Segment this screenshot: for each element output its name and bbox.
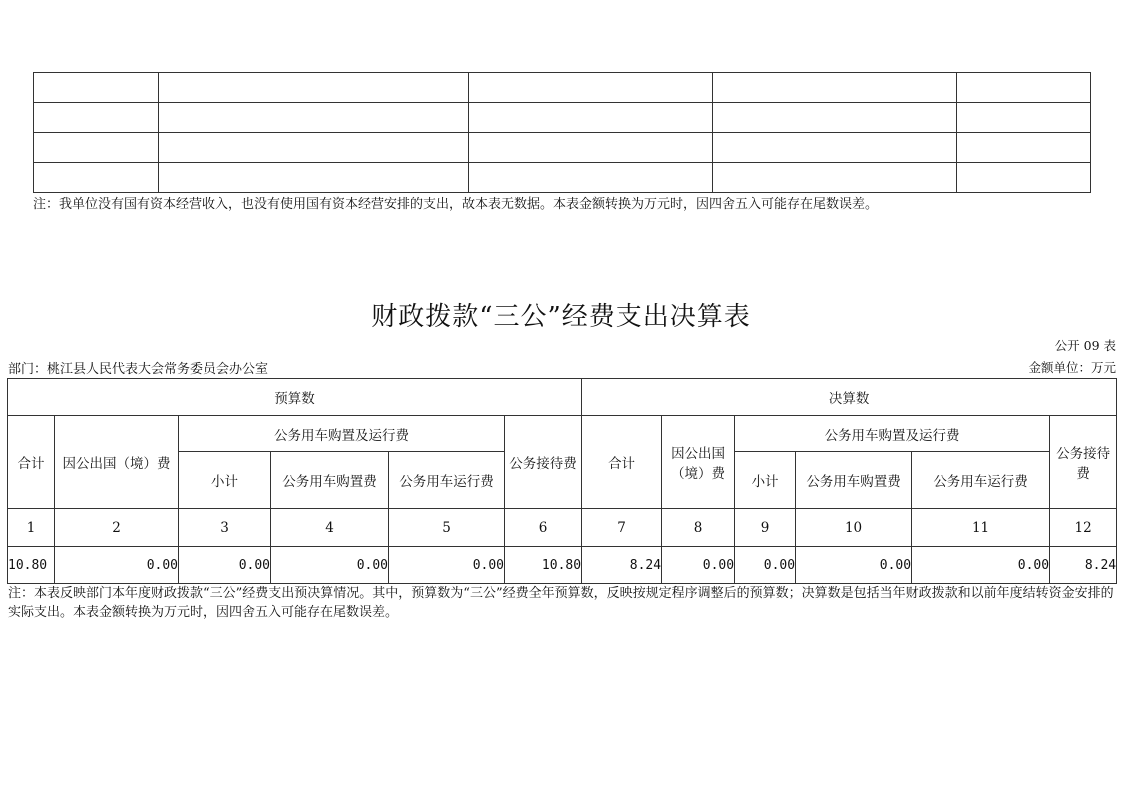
three-public-expenses-table <box>7 378 1117 584</box>
value-cell: 10.80 <box>8 547 55 584</box>
value-cell: 10.80 <box>505 547 582 584</box>
header-budget-subtotal: 小计 <box>179 452 271 509</box>
empty-capital-table <box>33 72 1091 193</box>
header-final-abroad-line1: 因公出国 <box>671 446 726 462</box>
col-number: 9 <box>735 509 796 547</box>
col-number: 1 <box>8 509 55 547</box>
col-number: 5 <box>389 509 505 547</box>
header-final-reception-line2: 费 <box>1076 466 1090 482</box>
table-row <box>8 379 1117 416</box>
table-row <box>8 509 1117 547</box>
table-row <box>34 163 1091 193</box>
value-cell: 0.00 <box>662 547 735 584</box>
col-number: 11 <box>912 509 1050 547</box>
header-budget: 预算数 <box>8 379 582 416</box>
header-budget-abroad: 因公出国（境）费 <box>55 416 179 509</box>
header-budget-vehicle: 公务用车购置及运行费 <box>179 416 505 452</box>
value-cell: 0.00 <box>796 547 912 584</box>
col-number: 3 <box>179 509 271 547</box>
value-cell: 8.24 <box>582 547 662 584</box>
top-note: 注：我单位没有国有资本经营收入，也没有使用国有资本经营安排的支出，故本表无数据。本表金额转换为万元时，因四舍五入可能存在尾数误差。 <box>33 197 879 212</box>
col-number: 4 <box>271 509 389 547</box>
page-title: 财政拨款“三公”经费支出决算表 <box>371 302 751 332</box>
table-row <box>34 73 1091 103</box>
col-number: 2 <box>55 509 179 547</box>
value-cell: 8.24 <box>1050 547 1117 584</box>
header-budget-total: 合计 <box>8 416 55 509</box>
col-number: 6 <box>505 509 582 547</box>
table-row <box>34 133 1091 163</box>
header-final-vehicle: 公务用车购置及运行费 <box>735 416 1050 452</box>
header-budget-operation: 公务用车运行费 <box>389 452 505 509</box>
amount-unit-label: 金额单位：万元 <box>1028 360 1116 375</box>
table-row <box>8 416 1117 452</box>
value-cell: 0.00 <box>271 547 389 584</box>
col-number: 8 <box>662 509 735 547</box>
header-final-operation: 公务用车运行费 <box>912 452 1050 509</box>
department-label: 部门：桃江县人民代表大会常务委员会办公室 <box>8 362 269 377</box>
value-cell: 0.00 <box>912 547 1050 584</box>
header-final-abroad <box>662 416 735 509</box>
header-budget-purchase: 公务用车购置费 <box>271 452 389 509</box>
col-number: 10 <box>796 509 912 547</box>
bottom-note: 注：本表反映部门本年度财政拨款“三公”经费支出预决算情况。其中，预算数为“三公”经费全年预算数，反映按规定程序调整后的预算数；决算数是包括当年财政拨款和以前年度结转资金安排的实际支出。本表金额转换为万元时，因四舍五入可能存在尾数误差。 <box>8 586 1114 620</box>
value-cell: 0.00 <box>389 547 505 584</box>
table-row <box>34 103 1091 133</box>
header-final-reception-line1: 公务接待 <box>1056 446 1111 462</box>
header-budget-reception: 公务接待费 <box>505 416 582 509</box>
header-final-abroad-line2: （境）费 <box>671 466 726 482</box>
col-number: 12 <box>1050 509 1117 547</box>
header-final-total: 合计 <box>582 416 662 509</box>
col-number: 7 <box>582 509 662 547</box>
header-final-subtotal: 小计 <box>735 452 796 509</box>
table-row <box>8 547 1117 584</box>
form-number: 公开 09 表 <box>1054 338 1116 353</box>
header-final-reception <box>1050 416 1117 509</box>
value-cell: 0.00 <box>179 547 271 584</box>
value-cell: 0.00 <box>55 547 179 584</box>
header-final-purchase: 公务用车购置费 <box>796 452 912 509</box>
value-cell: 0.00 <box>735 547 796 584</box>
header-final: 决算数 <box>582 379 1117 416</box>
